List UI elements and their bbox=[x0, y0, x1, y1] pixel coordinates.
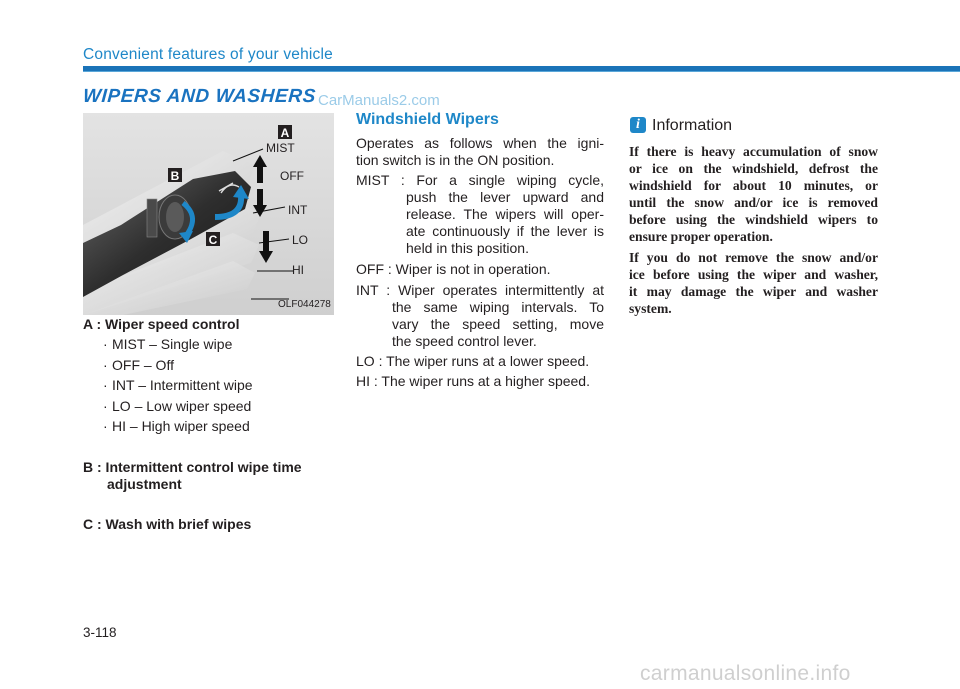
info-p1-line1: If there is heavy accumulation of snow bbox=[629, 144, 878, 159]
label-off: OFF bbox=[280, 169, 304, 183]
option-hi: · HI – High wiper speed bbox=[103, 418, 250, 434]
label-lo: LO bbox=[292, 233, 309, 247]
option-mist: · MIST – Single wipe bbox=[103, 336, 233, 352]
info-p1-line2: or ice on the windshield, defrost the bbox=[629, 161, 878, 176]
option-int: · INT – Intermittent wipe bbox=[103, 377, 253, 393]
label-hi: HI bbox=[292, 263, 304, 277]
int-line2: the same wiping intervals. To bbox=[392, 299, 604, 315]
def-b-label-line2: adjustment bbox=[107, 476, 182, 492]
header-rule-highlight bbox=[83, 71, 960, 72]
def-a-label: A : Wiper speed control bbox=[83, 316, 240, 332]
page-title: WIPERS AND WASHERS bbox=[82, 86, 317, 107]
info-icon: i bbox=[630, 117, 646, 133]
int-line3: vary the speed setting, move bbox=[392, 316, 604, 332]
mist-line2: push the lever upward and bbox=[406, 189, 604, 205]
wiper-lever-illustration bbox=[83, 113, 334, 315]
information-title: Information bbox=[652, 117, 733, 134]
info-p1-line3: windshield for about 10 minutes, or bbox=[629, 178, 878, 193]
info-p1-line5: before using the windshield wipers to bbox=[629, 212, 878, 227]
hi-line: HI : The wiper runs at a higher speed. bbox=[356, 373, 590, 389]
label-int: INT bbox=[288, 203, 308, 217]
callout-c: C bbox=[208, 233, 218, 247]
figure-code: OLF044278 bbox=[278, 299, 331, 310]
label-mist: MIST bbox=[266, 141, 295, 155]
option-off: · OFF – Off bbox=[103, 357, 174, 373]
mist-line3: release. The wipers will oper- bbox=[406, 206, 604, 222]
watermark-bottom: carmanualsonline.info bbox=[640, 662, 851, 685]
def-c-label: C : Wash with brief wipes bbox=[83, 516, 252, 532]
page-number: 3-118 bbox=[83, 625, 117, 640]
windshield-wipers-title: Windshield Wipers bbox=[356, 111, 499, 128]
def-b-label-line1: B : Intermittent control wipe time bbox=[83, 459, 302, 475]
int-line4: the speed control lever. bbox=[392, 333, 537, 349]
section-header: Convenient features of your vehicle bbox=[83, 46, 333, 63]
info-p1-line6: ensure proper operation. bbox=[629, 229, 773, 244]
callout-b: B bbox=[170, 169, 180, 183]
off-line: OFF : Wiper is not in operation. bbox=[356, 261, 551, 277]
mist-line4: ate continuously if the lever is bbox=[406, 223, 604, 239]
info-p2-line2: ice before using the wiper and washer, bbox=[629, 267, 878, 282]
info-p1-line4: until the snow and/or ice is removed bbox=[629, 195, 878, 210]
info-p2-line1: If you do not remove the snow and/or bbox=[629, 250, 878, 265]
mist-line5: held in this position. bbox=[406, 240, 529, 256]
watermark-top: CarManuals2.com bbox=[318, 92, 440, 109]
int-line1: INT : Wiper operates intermittently at bbox=[356, 282, 604, 298]
callout-a: A bbox=[280, 126, 290, 140]
lo-line: LO : The wiper runs at a lower speed. bbox=[356, 353, 590, 369]
intro-line1: Operates as follows when the igni- bbox=[356, 135, 604, 151]
info-p2-line4: system. bbox=[629, 301, 672, 316]
info-p2-line3: it may damage the wiper and washer bbox=[629, 284, 878, 299]
mist-line1: MIST : For a single wiping cycle, bbox=[356, 172, 604, 188]
wiper-lever-figure bbox=[83, 113, 334, 315]
intro-line2: tion switch is in the ON position. bbox=[356, 152, 555, 168]
option-lo: · LO – Low wiper speed bbox=[103, 398, 252, 414]
